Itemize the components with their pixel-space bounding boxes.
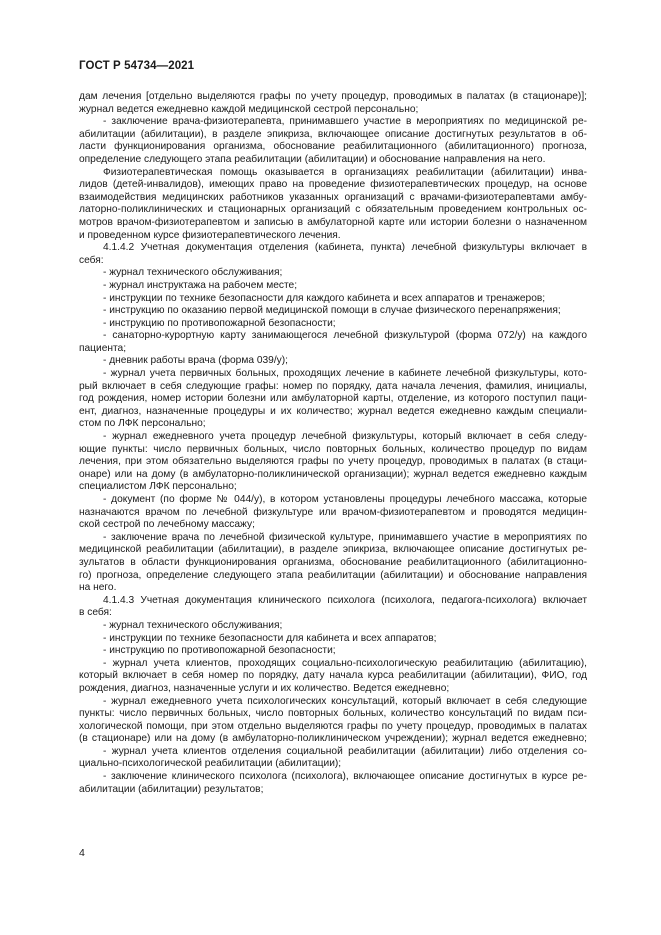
text-line: ент, диагноз, назначенные процедуры и их количество; журнал ведется ежедневно каждым специали- (79, 405, 587, 417)
document-header: ГОСТ Р 54734—2021 (79, 60, 195, 72)
text-line: - журнал инструктажа на рабочем месте; (103, 279, 298, 291)
text-line: и проведенном курсе физиотерапевтического лечения. (79, 229, 341, 241)
text-line: назначаются врачом по лечебной физкультуре или врачом-физиотерапевтом и проводятся медицин- (79, 506, 587, 518)
text-line: - инструкцию по оказанию первой медицинской помощи в случае физического перенапряжения; (103, 305, 561, 317)
text-line: рождения, диагноз, назначенные услуги и их количество. Ведется ежедневно; (79, 682, 450, 694)
page-number: 4 (79, 847, 85, 859)
text-line: себя: (79, 254, 104, 266)
text-line: 4.1.4.3 Учетная документация клинического психолога (психолога, педагога-психолога) включает (103, 594, 587, 606)
text-line: латорно-поликлинических и стационарных организаций с обязательным проведением контрольных ос- (79, 204, 587, 216)
text-line: ющие пункты: число первичных больных, число повторных больных, количество процедур по видам (79, 443, 587, 455)
text-line: - журнал ежедневного учета психологических консультаций, который включает в себя следующие (103, 695, 587, 707)
body-text (79, 91, 587, 796)
text-line: - инструкции по технике безопасности для кабинета и всех аппаратов; (103, 632, 437, 644)
text-line: - журнал ежедневного учета процедур лечебной физкультуры, который включает в себя следу- (103, 431, 587, 443)
text-line: дам лечения [отдельно выделяются графы по учету процедур, проводимых в палатах (в стационаре)]; (79, 91, 587, 102)
text-line: - заключение врача по лечебной физической культуре, принимавшего участие в мероприятиях по (103, 531, 587, 543)
text-line: журнал ведется ежедневно каждой медицинской сестрой персонально; (79, 103, 419, 115)
text-line: го) прогноза, определение следующего этапа реабилитации (абилитации) и обоснование направления (79, 569, 587, 581)
text-line: взаимодействия медицинских работников указанных организаций с врачами-физиотерапевтами амбу- (79, 191, 587, 203)
text-line: пункты: число первичных больных, число повторных больных, количество консультаций по видам пси- (79, 708, 587, 720)
text-line: - документ (по форме № 044/у), в котором установлены процедуры лечебного массажа, которые (103, 494, 587, 505)
text-line: специалистом ЛФК персонально; (79, 481, 237, 493)
text-line: зультатов в области функционирования организма, обоснование реабилитационного (абилитационно- (79, 556, 587, 568)
text-line: циально-психологической реабилитации (абилитации); (79, 758, 342, 770)
text-line: лидов (детей-инвалидов), имеющих право на проведение физиотерапевтических процедур, на основе (79, 179, 587, 191)
text-line: на него. (79, 582, 117, 594)
text-line: ской сестрой по лечебному массажу; (79, 519, 255, 531)
text-line: (в стационаре) или на дому (в амбулаторно-поликлиническом учреждении); журнал ведется ежедневно; (79, 733, 587, 745)
text-line: - дневник работы врача (форма 039/у); (103, 355, 288, 367)
text-line: мотров врачом-физиотерапевтом и записью в амбулаторной карте или истории болезни о назначенном (79, 216, 587, 228)
text-line: который включает в себя номер по порядку, дату начала курса реабилитации (абилитации), ФИО, год (79, 670, 587, 682)
text-line: - заключение клинического психолога (психолога), включающее описание достигнутых в курсе ре- (103, 771, 587, 783)
text-line: - инструкцию по противопожарной безопасности; (103, 645, 336, 657)
text-line: хологической помощи, при этом отдельно выделяются графы по учету процедур, проводимых в палатах (79, 720, 587, 732)
text-line: год рождения, номер истории болезни или амбулаторной карты, отделение, из которого поступил паци- (79, 393, 587, 405)
text-line: абилитации (абилитации) результатов; (79, 783, 264, 795)
text-line: лечения, при этом обязательно выделяются графы по учету процедур, проводимых в палатах (в стаци- (79, 456, 587, 468)
text-line: - инструкцию по противопожарной безопасности; (103, 317, 336, 329)
text-line: медицинской реабилитации (абилитации), в разделе эпикриза, включающее описание достигнутых ре- (79, 544, 587, 556)
text-line: - санаторно-курортную карту занимающегося лечебной физкультурой (форма 072/у) на каждого (103, 330, 587, 342)
text-line: пациента; (79, 342, 127, 354)
text-line: - инструкции по технике безопасности для каждого кабинета и всех аппаратов и тренажеров; (103, 292, 546, 304)
text-line: онаре) или на дому (в амбулаторно-поликлинической организации); журнал ведется ежедневно каждым (79, 468, 587, 480)
text-line: абилитации (абилитации), в разделе эпикриза, включающее описание достигнутых результатов в об- (79, 128, 587, 140)
text-line: определение следующего этапа реабилитации (абилитации) и обоснование направления на него. (79, 153, 546, 165)
text-line: в себя: (79, 607, 112, 619)
text-line: - журнал учета клиентов, проходящих социально-психологическую реабилитацию (абилитацию), (103, 657, 587, 669)
text-line: - журнал учета первичных больных, проходящих лечение в кабинете лечебной физкультуры, кото- (103, 368, 587, 380)
text-line: - журнал учета клиентов отделения социальной реабилитации (абилитации) либо отделения со- (103, 745, 587, 757)
text-line: 4.1.4.2 Учетная документация отделения (кабинета, пункта) лечебной физкультуры включает в (103, 242, 587, 254)
text-line: стом по ЛФК персонально; (79, 418, 206, 430)
text-line: Физиотерапевтическая помощь оказывается в организациях реабилитации (абилитации) инва- (103, 166, 587, 178)
text-line: - журнал технического обслуживания; (103, 619, 283, 631)
text-line: рый включает в себя следующие графы: номер по порядку, дата начала лечения, фамилия, инициалы, (79, 380, 587, 392)
text-line: ласти функционирования организма, обоснование реабилитационного (абилитационного) прогноза, (79, 141, 587, 153)
text-line: - заключение врача-физиотерапевта, принимавшего участие в мероприятиях по медицинской ре- (103, 116, 587, 128)
text-line: - журнал технического обслуживания; (103, 267, 283, 279)
